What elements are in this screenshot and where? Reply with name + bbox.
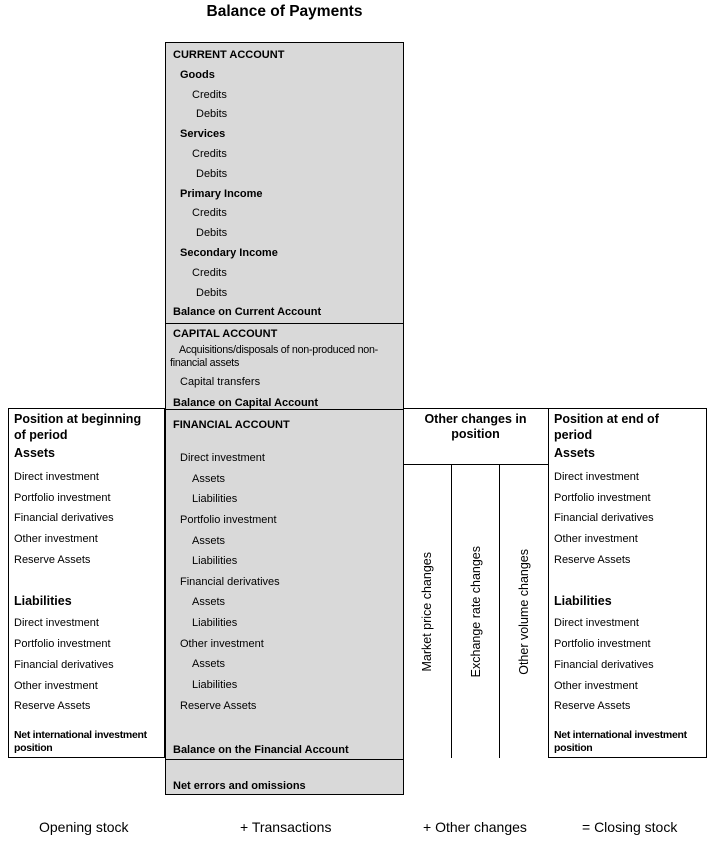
list-item: Other investment bbox=[14, 679, 98, 692]
line-item: Credits bbox=[192, 88, 227, 101]
line-item: Debits bbox=[196, 286, 228, 299]
line-item: Liabilities bbox=[192, 617, 238, 630]
list-item: Other investment bbox=[14, 533, 98, 546]
list-item: Portfolio investment bbox=[554, 638, 651, 651]
capital-account-balance: Balance on Capital Account bbox=[173, 397, 319, 409]
net-iip-label: Net international investment position bbox=[14, 729, 147, 754]
list-item: Portfolio investment bbox=[14, 491, 111, 504]
line-item: Direct investment bbox=[180, 452, 265, 464]
list-item: Other investment bbox=[554, 533, 638, 546]
list-item: Other investment bbox=[554, 679, 638, 692]
transactions-panel bbox=[165, 42, 404, 795]
list-item: Reserve Assets bbox=[554, 553, 631, 566]
opening-stock-label: Opening stock bbox=[39, 819, 129, 835]
column-label: Other volume changes bbox=[517, 548, 532, 675]
line-item: Debits bbox=[196, 167, 228, 180]
financial-account-balance: Balance on the Financial Account bbox=[173, 744, 349, 756]
closing-stock-label: = Closing stock bbox=[582, 819, 678, 835]
list-item: Financial derivatives bbox=[554, 658, 654, 671]
line-item: Financial derivatives bbox=[180, 575, 280, 588]
column-label: Market price changes bbox=[419, 551, 434, 672]
line-item: Other investment bbox=[180, 637, 264, 650]
list-item: Reserve Assets bbox=[14, 553, 91, 566]
exchange-rate-changes-column bbox=[451, 465, 500, 758]
list-item: Reserve Assets bbox=[14, 700, 91, 713]
net-errors-label: Net errors and omissions bbox=[173, 780, 306, 792]
liabilities-header: Liabilities bbox=[14, 594, 72, 609]
current-account-section bbox=[166, 43, 403, 323]
market-price-changes-column bbox=[403, 465, 451, 758]
closing-position-panel bbox=[548, 408, 707, 758]
list-item: Financial derivatives bbox=[14, 512, 114, 525]
line-item: Debits bbox=[196, 108, 228, 121]
line-item: Assets bbox=[192, 472, 226, 485]
net-iip-label: Net international investment position bbox=[554, 729, 687, 754]
list-item: Portfolio investment bbox=[554, 491, 651, 504]
line-item: Liabilities bbox=[192, 679, 238, 692]
other-changes-columns bbox=[403, 465, 548, 758]
financial-account-section bbox=[166, 409, 403, 759]
line-item: Primary Income bbox=[180, 187, 263, 200]
list-item: Reserve Assets bbox=[554, 700, 631, 713]
list-item: Financial derivatives bbox=[554, 512, 654, 525]
list-item: Portfolio investment bbox=[14, 638, 111, 651]
line-item: Goods bbox=[180, 68, 215, 81]
line-item: Liabilities bbox=[192, 555, 238, 568]
line-item: Debits bbox=[196, 227, 228, 240]
transactions-label: + Transactions bbox=[240, 819, 332, 835]
line-item: Reserve Assets bbox=[180, 699, 257, 712]
other-volume-changes-column bbox=[499, 465, 548, 758]
line-item: Credits bbox=[192, 147, 227, 160]
line-item: Secondary Income bbox=[180, 246, 278, 259]
other-changes-panel bbox=[403, 408, 548, 758]
liabilities-header: Liabilities bbox=[554, 594, 612, 609]
line-item: Acquisitions/disposals of non-produced non-financial assets bbox=[170, 344, 378, 369]
list-item: Direct investment bbox=[554, 617, 639, 630]
capital-account-section bbox=[166, 323, 403, 409]
line-item: Assets bbox=[192, 658, 226, 671]
column-label: Exchange rate changes bbox=[468, 545, 483, 678]
current-account-balance: Balance on Current Account bbox=[173, 306, 322, 319]
other-changes-title: Other changes in position bbox=[403, 409, 548, 465]
page-title: Balance of Payments bbox=[206, 3, 363, 20]
assets-header: Assets bbox=[554, 446, 595, 460]
line-item: Liabilities bbox=[192, 493, 238, 506]
assets-header: Assets bbox=[14, 446, 55, 460]
line-item: Assets bbox=[192, 596, 226, 609]
capital-account-header: CAPITAL ACCOUNT bbox=[173, 328, 278, 340]
closing-position-title: Position at end of period bbox=[554, 412, 659, 442]
line-item: Assets bbox=[192, 534, 226, 547]
opening-position-panel bbox=[8, 408, 165, 758]
financial-account-header: FINANCIAL ACCOUNT bbox=[173, 419, 290, 431]
line-item: Services bbox=[180, 128, 226, 141]
list-item: Financial derivatives bbox=[14, 658, 114, 671]
line-item: Credits bbox=[192, 207, 227, 220]
list-item: Direct investment bbox=[14, 471, 99, 483]
other-changes-label: + Other changes bbox=[423, 819, 527, 835]
list-item: Direct investment bbox=[14, 617, 99, 630]
line-item: Portfolio investment bbox=[180, 513, 277, 526]
opening-position-title: Position at beginning of period bbox=[14, 412, 142, 442]
line-item: Capital transfers bbox=[180, 376, 261, 388]
list-item: Direct investment bbox=[554, 471, 639, 483]
net-errors-section bbox=[166, 759, 403, 793]
current-account-header: CURRENT ACCOUNT bbox=[173, 49, 285, 61]
line-item: Credits bbox=[192, 266, 227, 279]
